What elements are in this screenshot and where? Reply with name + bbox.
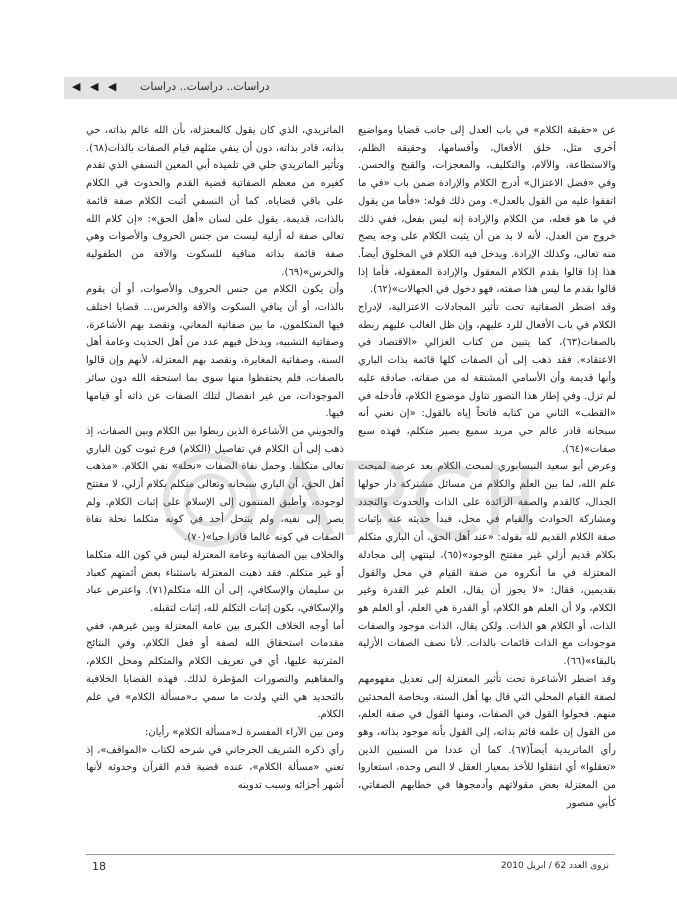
paragraph: عن «حقيقة الكلام» في باب العدل إلى جانب قضايا ومواضيع أخرى مثل، خلق الأفعال، وأقسامها، وحقيقة الظلم، والاستطاعة، والآلام، والتكليف، والمعجزات، والقبح والحسن. وفي «فضل الاعتزال» أدرج الكلام والإرادة ضمن باب «في ما اتفقوا عليه من القول بالعدل». ومن ذلك قوله: «فأما من يقول في ما هو فعله، من الكلام والإرادة إنه ليس بفعل، ففي ذلك خروج من العدل، لأنه لا بد من أن يثبت الكلام على وجه يصح منه تعالى، وكذلك الإرادة. ويدخل فيه الكلام في المخلوق أيضاً. هذا إذا قالوا بقدم الكلام المعقول والإرادة المعقولة، فأما إذا قالوا بقدم ما ليس هذا صفته، فهو دخول في الجهالات»(٦٢). [358, 125, 616, 296]
header-arrows-icon: ◀ ◀ ◀ [72, 80, 120, 93]
paragraph: الماتريدي، الذي كان يقول كالمعتزلة، بأن الله عالم بذاته، حي بذاته، قادر بذاته، دون أن ينفي مثلهم قيام الصفات بالذات(٦٨). وتأثير الماتريدي جلي في تلميذه أبي المعين النسفي الذي تقدم كغيره من معظم الصفاتية قضية القدم والحدوث في الكلام على باقي قضاياه. كما أن النسفي أثبت الكلام صفة قائمة بالذات، قديمة. يقول على لسان «أهل الحق»: «إن كلام الله تعالى صفة له أزلية ليست من جنس الحروف والأصوات وهي صفة قائمة بذاته منافية للسكوت والآفة من الطفولية والخرس»(٦٩). [86, 125, 344, 278]
paragraph: وقد اضطر الصفاتية تحت تأثير المجادلات الاعتزالية، لإدراج الكلام في باب الأفعال للرد عليهم، وإن ظل الغالب عليهم ربطه بالصفات(٦٣)، كما يتبين من كتاب الغزالي «الاقتصاد في الاعتقاد». فقد ذهب إلى أن الصفات كلها قائمة بذات الباري وأنها قديمة وأن الأسامي المشتقة له من صفاته، صادقة عليه لم تزل. وفي إطار هذا التصور تناول موضوع الكلام، فأدخله في «القطب» الثاني من كتابه فاتحاً إياه بالقول: «إن نعني أنه سبحانه قادر عالم حي مريد سميع بصير متكلم، فهذه سبع صفات»(٦٤). [358, 302, 616, 455]
paragraph: وعرض أبو سعيد النيسابوري لمبحث الكلام بعد عرضه لمبحث علم الله، لما بين العلم والكلام من مسائل مشتركة دار حولها الجدال، كالقدم والصفة الزائدة على الذات والحدوث والتجدد ومشاركة الحوادث والقيام في محل، فبدأ حديثه عنه بإثبات صفة الكلام القديم لله بقوله: «عند أهل الحق، أن الباري متكلم بكلام قديم أزلي غير مفتتح الوجود»(٦٥)، لينتهي إلى مجادلة المعتزلة في ما أنكروه من صفة القيام في محل والقول بقديمين، فقال: «لا يجوز أن يقال، العلم غير القدرة وغير الكلام، ولا أن العلم هو الكلام، أو القدرة هي العلم، أو العلم هو الذات، أو الكلام هو الذات. ولكن يقال، الذات موجود والصفات موجودات مع الذات قائمات بالذات. لأنا نصف الصفات الأزلية بالبقاء»(٦٦). [358, 461, 617, 668]
footer-divider [86, 854, 615, 855]
paragraph: والجويني من الأشاعرة الذين ربطوا بين الكلام وبين الصفات، إذ ذهب إلى أن الكلام في تفاصيل (الكلام) فرع ثبوت كون الباري تعالى متكلما. وحمل نفاة الصفات «نحلة» نفي الكلام. «مذهب أهل الحق، أن الباري سبحانه وتعالى متكلم بكلام أزلي، لا مفتتح لوجوده، وأطبق المنتمون إلى الإسلام على إثبات الكلام. ولم يصر إلى نفيه، ولم ينتحل أحد في كونه متكلما نحلة نفاة الصفات في كونه عالما قادرا حيا»(٧٠). [86, 425, 344, 544]
paragraph: والخلاف بين الصفاتية وعامة المعتزلة ليس في كون الله متكلما أو غير متكلم. فقد ذهبت المعتزلة باستثناء بعض أئمتهم كعباد بن سليمان والإسكافي، إلى أن الله متكلم(٧١). واعترض عباد والإسكافي، بكون إثبات التكلم لله، إثبات لتقبله. [86, 549, 344, 614]
paragraph: ومن بين الآراء المفسرة لـ«مسألة الكلام» رأيان: [144, 726, 344, 738]
paragraph: وقد اضطر الأشاعرة تحت تأثير المعتزلة إلى تعديل مفهومهم لصفة القيام المحلي التي قال بها أهل السنة، وبخاصة المحدثين منهم. فحولوا القول في الصفات، ومنها القول في صفة العلم، من القول إن علمه قائم بذاته، إلى القول بأنه موجود بذاته، وهو رأي الماتريدية أيضاً(٦٧). كما أن عددا من السنيين الذين «تعقلوا» أي انتقلوا للأخذ بمعيار العقل لا النص وحده، استعاروا من المعتزلة بعض مقولاتهم وأدمجوها في خطابهم الصفاتي، كأبي منصور [358, 673, 616, 809]
paragraph: رأي ذكره الشريف الجرجاني في شرحه لكتاب «المواقف»، إذ تعني «مسألة الكلام»، عنده قضية قدم القرآن وحدوثه لأنها أشهر أجزائه وسبب تدوينه [86, 744, 344, 792]
page-number: 18 [92, 860, 106, 873]
paragraph: وأن يكون الكلام من جنس الحروف والأصوات، أو أن يقوم بالذات، أو أن ينافي السكوت والآفة والخرس... قضايا اختلف فيها المتكلمون، ما بين صفاتية المعاني، ونقصد بهم الأشاعرة، وصفاتية التشبيه، ويدخل فيهم عدد من أهل الحديث وعامة أهل السنة، وصفاتية المغايرة، ونقصد بهم المعتزلة، لأنهم وإن قالوا بالصفات، فلم يحتفظوا منها سوى بما استحقه الله دون سائر الموجودات، من غير انفصال لتلك الصفات عن ذاته أو قيامها فيها. [86, 284, 344, 420]
paragraph: أما أوجه الخلاف الكبرى بين عامة المعتزلة وبين غيرهم، ففي مقدمات استحقاق الله لصفة أو فعل الكلام، وفي النتائج المترتبة عليها، أي في تعريف الكلام والمتكلم ومحل الكلام، والمفاهيم والتصورات المؤطرة لذلك. فهذه القضايا الخلافية بالتحديد هي التي ولدت ما سمي بـ«مسألة الكلام» في علم الكلام. [86, 620, 344, 721]
right-column [358, 122, 616, 812]
left-column [86, 122, 344, 795]
issue-label: نزوى العدد 62 / ابريل 2010 [500, 861, 609, 871]
section-breadcrumb: دراسات.. دراسات.. دراسات [140, 80, 270, 93]
